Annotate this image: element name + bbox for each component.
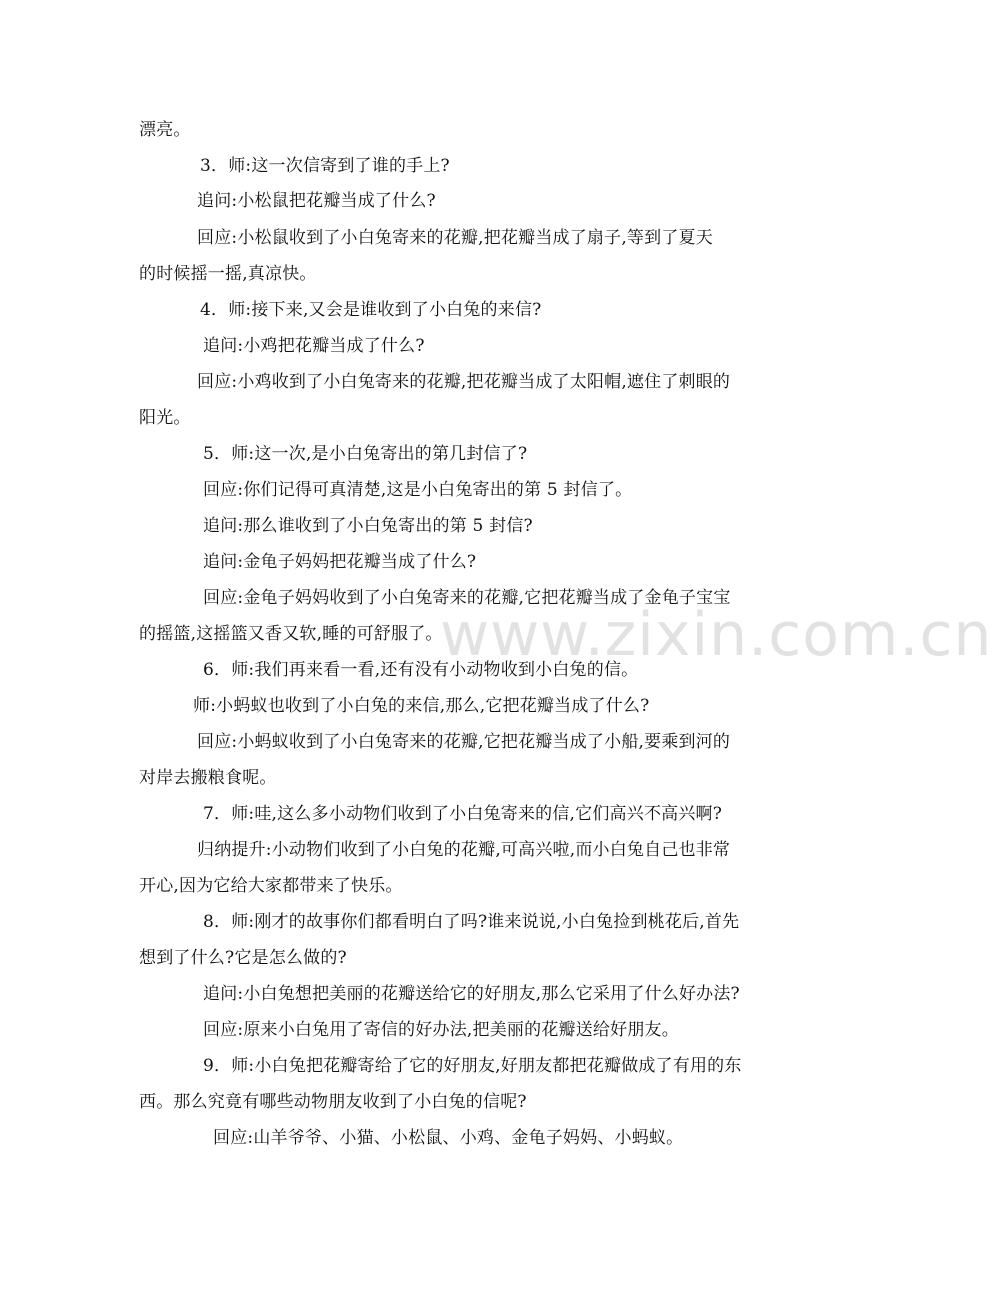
- text-line: 回应:原来小白兔用了寄信的好办法,把美丽的花瓣送给好朋友。: [203, 1020, 679, 1040]
- text-line: 师:小蚂蚁也收到了小白兔的来信,那么,它把花瓣当成了什么?: [193, 696, 650, 716]
- text-line: 开心,因为它给大家都带来了快乐。: [139, 876, 403, 896]
- text-line: 追问:那么谁收到了小白兔寄出的第 5 封信?: [203, 516, 533, 536]
- text-line: 7．师:哇,这么多小动物们收到了小白兔寄来的信,它们高兴不高兴啊?: [203, 804, 723, 824]
- text-line: 回应:小鸡收到了小白兔寄来的花瓣,把花瓣当成了太阳帽,遮住了刺眼的: [197, 372, 731, 392]
- text-line: 回应:你们记得可真清楚,这是小白兔寄出的第 5 封信了。: [203, 480, 633, 500]
- text-line: 3．师:这一次信寄到了谁的手上?: [200, 156, 450, 176]
- text-line: 对岸去搬粮食呢。: [139, 768, 277, 788]
- text-line: 5．师:这一次,是小白兔寄出的第几封信了?: [203, 444, 528, 464]
- text-line: 回应:小蚂蚁收到了小白兔寄来的花瓣,它把花瓣当成了小船,要乘到河的: [197, 732, 731, 752]
- text-line: 的时候摇一摇,真凉快。: [139, 264, 317, 284]
- text-line: 西。那么究竟有哪些动物朋友收到了小白兔的信呢?: [139, 1092, 527, 1112]
- text-line: 8．师:刚才的故事你们都看明白了吗?谁来说说,小白兔捡到桃花后,首先: [203, 912, 740, 932]
- text-line: 追问:金龟子妈妈把花瓣当成了什么?: [203, 552, 477, 572]
- watermark: www.zixin.com.cn: [440, 600, 992, 670]
- text-line: 4．师:接下来,又会是谁收到了小白兔的来信?: [200, 300, 542, 320]
- text-line: 追问:小鸡把花瓣当成了什么?: [203, 336, 425, 356]
- text-line: 回应:小松鼠收到了小白兔寄来的花瓣,把花瓣当成了扇子,等到了夏天: [197, 228, 713, 248]
- text-line: 追问:小松鼠把花瓣当成了什么?: [197, 191, 436, 211]
- text-line: 追问:小白兔想把美丽的花瓣送给它的好朋友,那么它采用了什么好办法?: [203, 984, 740, 1004]
- text-line: 想到了什么?它是怎么做的?: [139, 948, 347, 968]
- text-line: 的摇篮,这摇篮又香又软,睡的可舒服了。: [139, 624, 443, 644]
- text-line: 回应:金龟子妈妈收到了小白兔寄来的花瓣,它把花瓣当成了金龟子宝宝: [203, 588, 731, 608]
- text-line: 回应:山羊爷爷、小猫、小松鼠、小鸡、金龟子妈妈、小蚂蚁。: [213, 1128, 684, 1148]
- text-line: 9．师:小白兔把花瓣寄给了它的好朋友,好朋友都把花瓣做成了有用的东: [203, 1056, 742, 1076]
- text-line: 6．师:我们再来看一看,还有没有小动物收到小白兔的信。: [203, 660, 639, 680]
- text-line: 归纳提升:小动物们收到了小白兔的花瓣,可高兴啦,而小白兔自己也非常: [197, 840, 731, 860]
- text-line: 阳光。: [139, 408, 191, 428]
- text-line: 漂亮。: [139, 120, 191, 140]
